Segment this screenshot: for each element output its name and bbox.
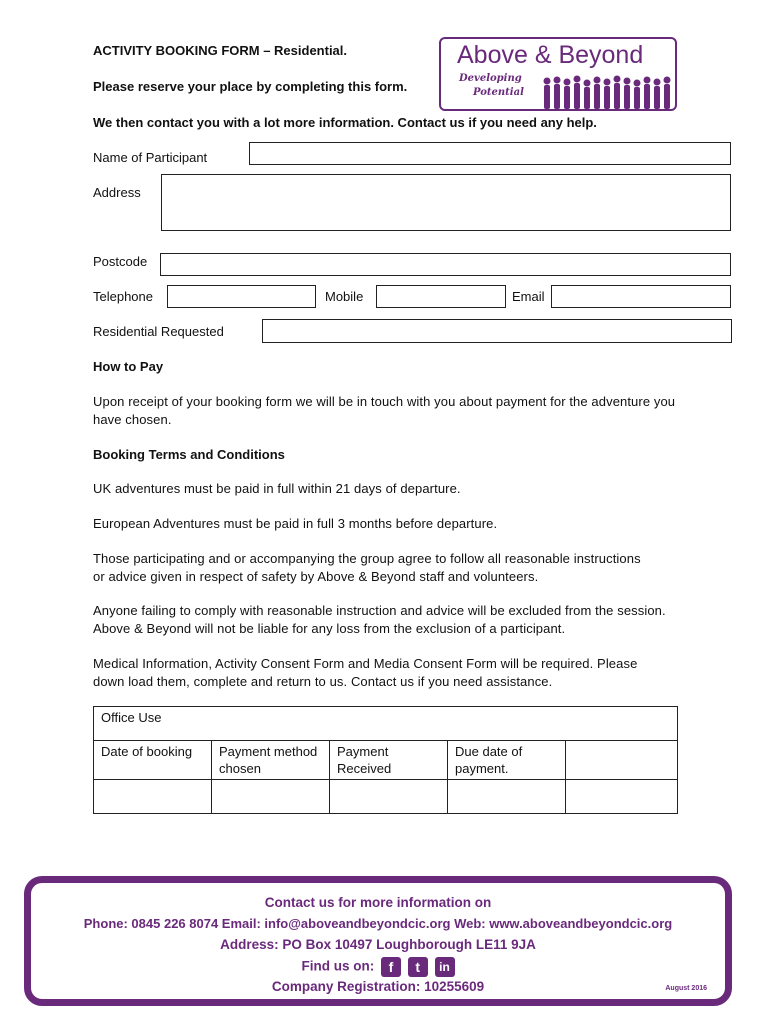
due-date-cell[interactable]: [448, 780, 566, 814]
payment-received-header: Payment Received: [330, 741, 448, 780]
mobile-label: Mobile: [325, 289, 364, 304]
payment-method-cell[interactable]: [212, 780, 330, 814]
due-date-header: Due date of payment.: [448, 741, 566, 780]
footer-contact-details: Phone: 0845 226 8074 Email: info@aboveandbeyondcic.org Web: www.aboveandbeyondcic.org: [83, 916, 673, 931]
office-use-title: Office Use: [94, 707, 678, 741]
participant-name-field[interactable]: [249, 142, 731, 165]
payment-received-cell[interactable]: [330, 780, 448, 814]
payment-method-header: Payment method chosen: [212, 741, 330, 780]
postcode-label: Postcode: [93, 254, 148, 269]
office-use-table: [93, 706, 678, 814]
address-label: Address: [93, 185, 141, 200]
telephone-field[interactable]: [167, 285, 316, 308]
how-to-pay-text: Upon receipt of your booking form we will be in touch with you about payment for the adventure you have chosen.: [93, 394, 676, 427]
address-field[interactable]: [161, 174, 731, 231]
linkedin-icon[interactable]: in: [435, 957, 455, 977]
terms-european-paragraph: European Adventures must be paid in full 3 months before departure.: [93, 516, 498, 531]
terms-uk-paragraph: UK adventures must be paid in full within 21 days of departure.: [93, 481, 461, 496]
extra-column-cell[interactable]: [566, 780, 678, 814]
participant-name-label: Name of Participant: [93, 150, 208, 165]
terms-safety-paragraph: Those participating and or accompanying the group agree to follow all reasonable instructions or advice given in respect of safety by Above & Beyond staff and volunteers.: [93, 551, 641, 584]
email-label: Email: [512, 289, 545, 304]
contact-footer: [24, 876, 732, 1006]
footer-find-us: [31, 957, 725, 977]
email-field[interactable]: [551, 285, 731, 308]
logo-tagline-potential: Potential: [473, 87, 524, 98]
people-silhouettes-icon: [541, 75, 673, 111]
date-of-booking-header: Date of booking: [94, 741, 212, 780]
find-us-label: Find us on:: [301, 958, 375, 974]
residential-requested-label: Residential Requested: [93, 324, 224, 339]
terms-exclusion-paragraph: Anyone failing to comply with reasonable instruction and advice will be excluded from the session. Above & Beyond will not be liable for any loss from the exclusion of a participant.: [93, 603, 666, 636]
contact-instruction: We then contact you with a lot more information. Contact us if you need any help.: [93, 115, 597, 130]
logo-tagline-developing: Developing: [459, 73, 522, 84]
mobile-field[interactable]: [376, 285, 506, 308]
how-to-pay-heading: How to Pay: [93, 359, 164, 374]
company-registration: Company Registration: 10255609: [271, 979, 485, 994]
residential-requested-field[interactable]: [262, 319, 732, 343]
footer-date: August 2016: [665, 985, 707, 992]
footer-contact-heading: Contact us for more information on: [264, 895, 492, 910]
postcode-field[interactable]: [160, 253, 731, 276]
form-title: ACTIVITY BOOKING FORM – Residential.: [93, 43, 348, 58]
terms-heading: Booking Terms and Conditions: [93, 447, 285, 462]
extra-column-header: [566, 741, 678, 780]
telephone-label: Telephone: [93, 289, 153, 304]
reserve-instruction: Please reserve your place by completing this form.: [93, 79, 408, 94]
date-of-booking-cell[interactable]: [94, 780, 212, 814]
logo-brand-text: Above & Beyond: [457, 41, 644, 69]
footer-address: Address: PO Box 10497 Loughborough LE11 9JA: [220, 937, 536, 952]
twitter-icon[interactable]: t: [408, 957, 428, 977]
terms-consent-forms-paragraph: Medical Information, Activity Consent Form and Media Consent Form will be required. Please down load them, complete and return to us. Contact us if you need assistance.: [93, 656, 638, 689]
above-beyond-logo: [439, 37, 677, 111]
facebook-icon[interactable]: f: [381, 957, 401, 977]
